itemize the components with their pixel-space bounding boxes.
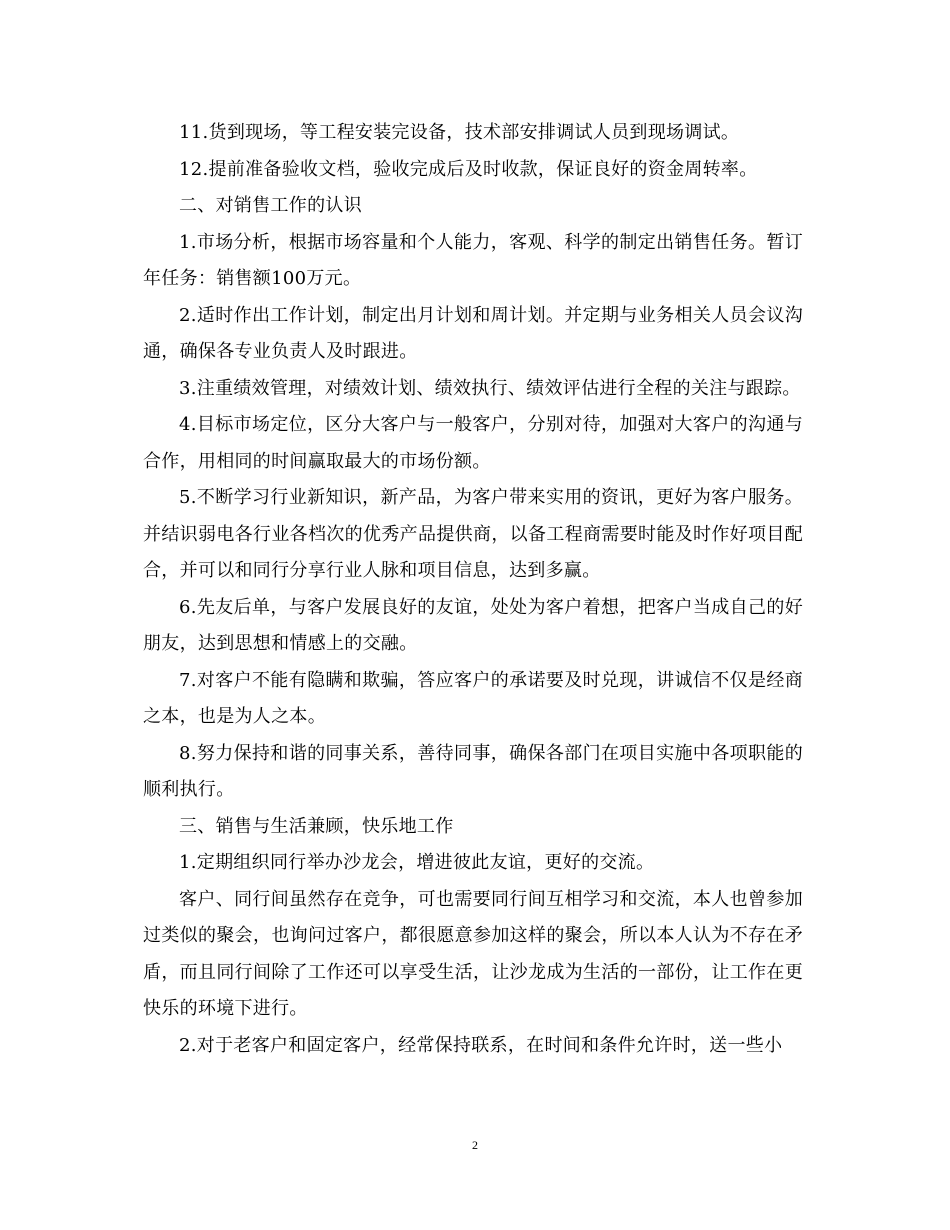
paragraph-item-2: 2.适时作出工作计划，制定出月计划和周计划。并定期与业务相关人员会议沟通，确保各专业负责人及时跟进。 — [143, 304, 803, 362]
paragraph-item-12: 12.提前准备验收文档，验收完成后及时收款，保证良好的资金周转率。 — [179, 158, 758, 180]
paragraph-item-2-clients: 2.对于老客户和固定客户，经常保持联系，在时间和条件允许时，送一些小 — [179, 1034, 783, 1056]
page-number: 2 — [472, 1138, 478, 1152]
paragraph-item-11: 11.货到现场，等工程安装完设备，技术部安排调试人员到现场调试。 — [179, 122, 740, 143]
paragraph-item-1-salon: 1.定期组织同行举办沙龙会，增进彼此友谊，更好的交流。 — [179, 852, 655, 873]
paragraph-item-7: 7.对客户不能有隐瞒和欺骗，答应客户的承诺要及时兑现，讲诚信不仅是经商之本，也是为人之本。 — [143, 669, 803, 727]
document-body — [143, 115, 803, 1064]
paragraph-item-8: 8.努力保持和谐的同事关系，善待同事，确保各部门在项目实施中各项职能的顺利执行。 — [143, 742, 803, 800]
paragraph-item-3: 3.注重绩效管理，对绩效计划、绩效执行、绩效评估进行全程的关注与跟踪。 — [179, 377, 801, 399]
paragraph-item-5: 5.不断学习行业新知识，新产品，为客户带来实用的资讯，更好为客户服务。并结识弱电各行业各档次的优秀产品提供商，以备工程商需要时能及时作好项目配合，并可以和同行分享行业人脉和项目信息，达到多赢。 — [143, 487, 803, 581]
paragraph-item-6: 6.先友后单，与客户发展良好的友谊，处处为客户着想，把客户当成自己的好朋友，达到思想和情感上的交融。 — [143, 596, 803, 654]
paragraph-body-salon: 客户、同行间虽然存在竞争，可也需要同行间互相学习和交流，本人也曾参加过类似的聚会，也询问过客户，都很愿意参加这样的聚会，所以本人认为不存在矛盾，而且同行间除了工作还可以享受生活，让沙龙成为生活的一部份，让工作在更快乐的环境下进行。 — [143, 888, 803, 1019]
section-heading-3: 三、销售与生活兼顾，快乐地工作 — [179, 815, 454, 837]
paragraph-item-4: 4.目标市场定位，区分大客户与一般客户，分别对待，加强对大客户的沟通与合作，用相同的时间赢取最大的市场份额。 — [143, 414, 803, 472]
section-heading-2: 二、对销售工作的认识 — [179, 195, 362, 216]
paragraph-item-1: 1.市场分析，根据市场容量和个人能力，客观、科学的制定出销售任务。暂订年任务：销售额100万元。 — [143, 231, 803, 289]
